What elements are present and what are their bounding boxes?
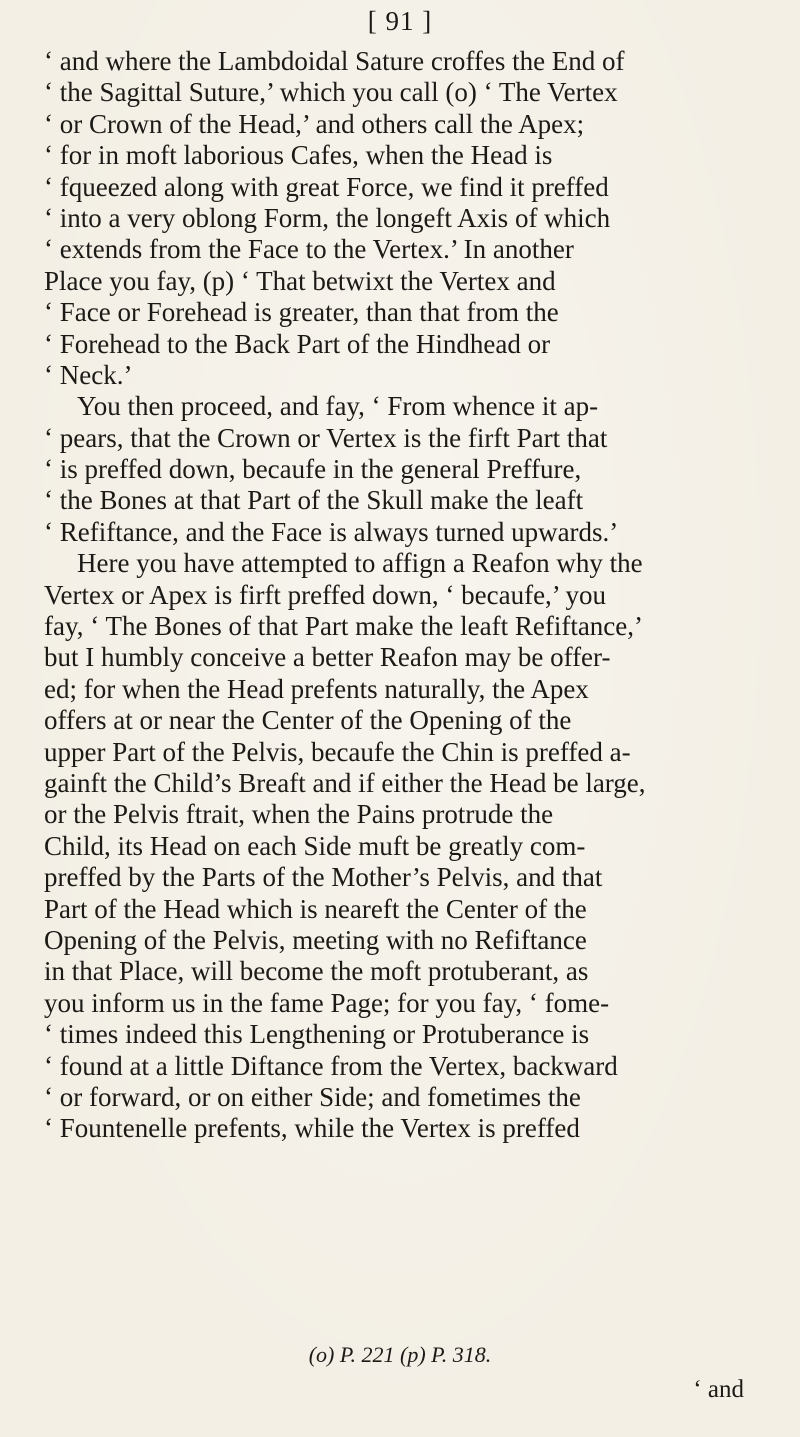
text-line: gainft the Child’s Breaft and if either the Head be large,	[44, 767, 646, 798]
body-text	[44, 46, 766, 1145]
text-line: offers at or near the Center of the Opening of the	[44, 705, 572, 736]
text-line: Vertex or Apex is firft preffed down, ‘ becaufe,’ you	[44, 579, 607, 610]
text-line: fay, ‘ The Bones of that Part make the leaft Refiftance,’	[44, 611, 644, 642]
catchword: ‘ and	[693, 1376, 744, 1403]
text-line: ‘ Forehead to the Back Part of the Hindhead or	[44, 328, 551, 359]
text-line: ‘ found at a little Diftance from the Vertex, backward	[44, 1050, 618, 1081]
text-line: Part of the Head which is neareft the Center of the	[44, 893, 587, 924]
text-line: you inform us in the fame Page; for you fay, ‘ fome-	[44, 987, 610, 1018]
text-line: You then proceed, and fay, ‘ From whence it ap-	[77, 391, 599, 422]
text-line: ‘ Neck.’	[44, 359, 133, 390]
text-line: ed; for when the Head prefents naturally, the Apex	[44, 673, 589, 704]
text-line: ‘ fqueezed along with great Force, we find it preffed	[44, 171, 609, 202]
text-line: ‘ extends from the Face to the Vertex.’ In another	[44, 234, 574, 265]
text-line: Child, its Head on each Side muft be greatly com-	[44, 830, 586, 861]
text-line: ‘ pears, that the Crown or Vertex is the firft Part that	[44, 422, 608, 453]
text-line: Place you fay, (p) ‘ That betwixt the Vertex and	[44, 265, 556, 296]
text-line: ‘ and where the Lambdoidal Sature croffes the End of	[44, 46, 625, 76]
text-line: Here you have attempted to affign a Reafon why the	[77, 548, 643, 579]
page-number: [ 91 ]	[367, 6, 433, 36]
text-line: ‘ the Bones at that Part of the Skull make the leaft	[44, 485, 584, 516]
text-line: ‘ for in moft laborious Cafes, when the Head is	[44, 140, 553, 171]
text-line: ‘ or Crown of the Head,’ and others call the Apex;	[44, 108, 585, 139]
footnotes: (o) P. 221 (p) P. 318.	[308, 1342, 492, 1367]
text-line: in that Place, will become the moft protuberant, as	[44, 956, 589, 987]
text-line: ‘ into a very oblong Form, the longeft Axis of which	[44, 202, 611, 233]
text-line: or the Pelvis ftrait, when the Pains protrude the	[44, 799, 554, 830]
text-line: ‘ the Sagittal Suture,’ which you call (o) ‘ The Vertex	[44, 77, 618, 108]
text-line: ‘ Fountenelle prefents, while the Vertex is preffed	[44, 1113, 580, 1144]
text-line: ‘ Refiftance, and the Face is always turned upwards.’	[44, 516, 619, 547]
text-line: upper Part of the Pelvis, becaufe the Chin is preffed a-	[44, 736, 631, 767]
text-line: ‘ or forward, or on either Side; and fometimes the	[44, 1081, 581, 1112]
text-line: ‘ Face or Forehead is greater, than that from the	[44, 297, 559, 328]
text-line: but I humbly conceive a better Reafon may be offer-	[44, 642, 611, 673]
text-line: ‘ times indeed this Lengthening or Protuberance is	[44, 1019, 590, 1050]
text-line: ‘ is preffed down, becaufe in the general Preffure,	[44, 454, 582, 485]
text-line: Opening of the Pelvis, meeting with no Refiftance	[44, 924, 587, 955]
text-line: preffed by the Parts of the Mother’s Pelvis, and that	[44, 862, 603, 893]
